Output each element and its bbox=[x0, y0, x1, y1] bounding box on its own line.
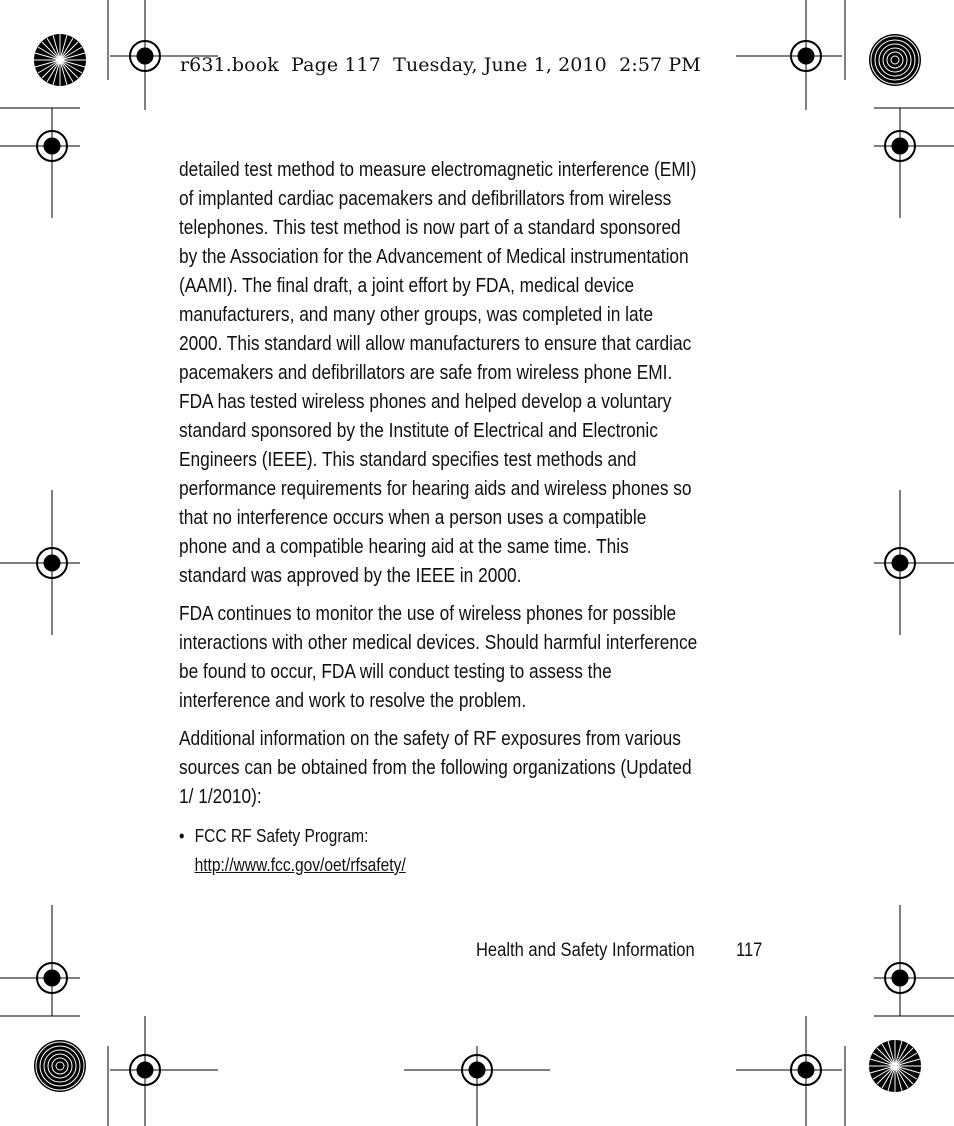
footer-section-title: Health and Safety Information bbox=[476, 940, 695, 961]
paragraph-emi-test-method: detailed test method to measure electromagnetic interference (EMI) of implanted cardiac pacemakers and defibrillators from wireless telephones. This test method is now part of a standard sponsored by the Association for the Advancement of Medical instrumentation (AAMI). The final draft, a joint effort by FDA, medical device manufacturers, and many other groups, was completed in late 2000. This standard will allow manufacturers to ensure that cardiac pacemakers and defibrillators are safe from wireless phone EMI. FDA has tested wireless phones and helped develop a voluntary standard sponsored by the Institute of Electrical and Electronic Engineers (IEEE). This standard specifies test methods and performance requirements for hearing aids and wireless phones so that no interference occurs when a person uses a compatible phone and a compatible hearing aid at the same time. This standard was approved by the IEEE in 2000. bbox=[179, 159, 697, 587]
paragraph-fda-monitoring: FDA continues to monitor the use of wireless phones for possible interactions with other medical devices. Should harmful interference be found to occur, FDA will conduct testing to assess the interference and work to resolve the problem. bbox=[179, 603, 698, 712]
paragraph-additional-info: Additional information on the safety of RF exposures from various sources can be obtained from the following organizations (Updated 1/ 1/2010): bbox=[179, 728, 692, 808]
body-text bbox=[179, 156, 698, 880]
page-number: 117 bbox=[736, 940, 763, 961]
list-item-label: FCC RF Safety Program: bbox=[194, 826, 369, 846]
fcc-rf-safety-link[interactable]: http://www.fcc.gov/oet/rfsafety/ bbox=[194, 855, 406, 875]
list-item bbox=[179, 822, 698, 880]
bullet-icon: • bbox=[179, 826, 185, 846]
print-slug-header: r631.book Page 117 Tuesday, June 1, 2010 2:57 PM bbox=[180, 54, 701, 76]
organizations-list bbox=[179, 822, 698, 880]
